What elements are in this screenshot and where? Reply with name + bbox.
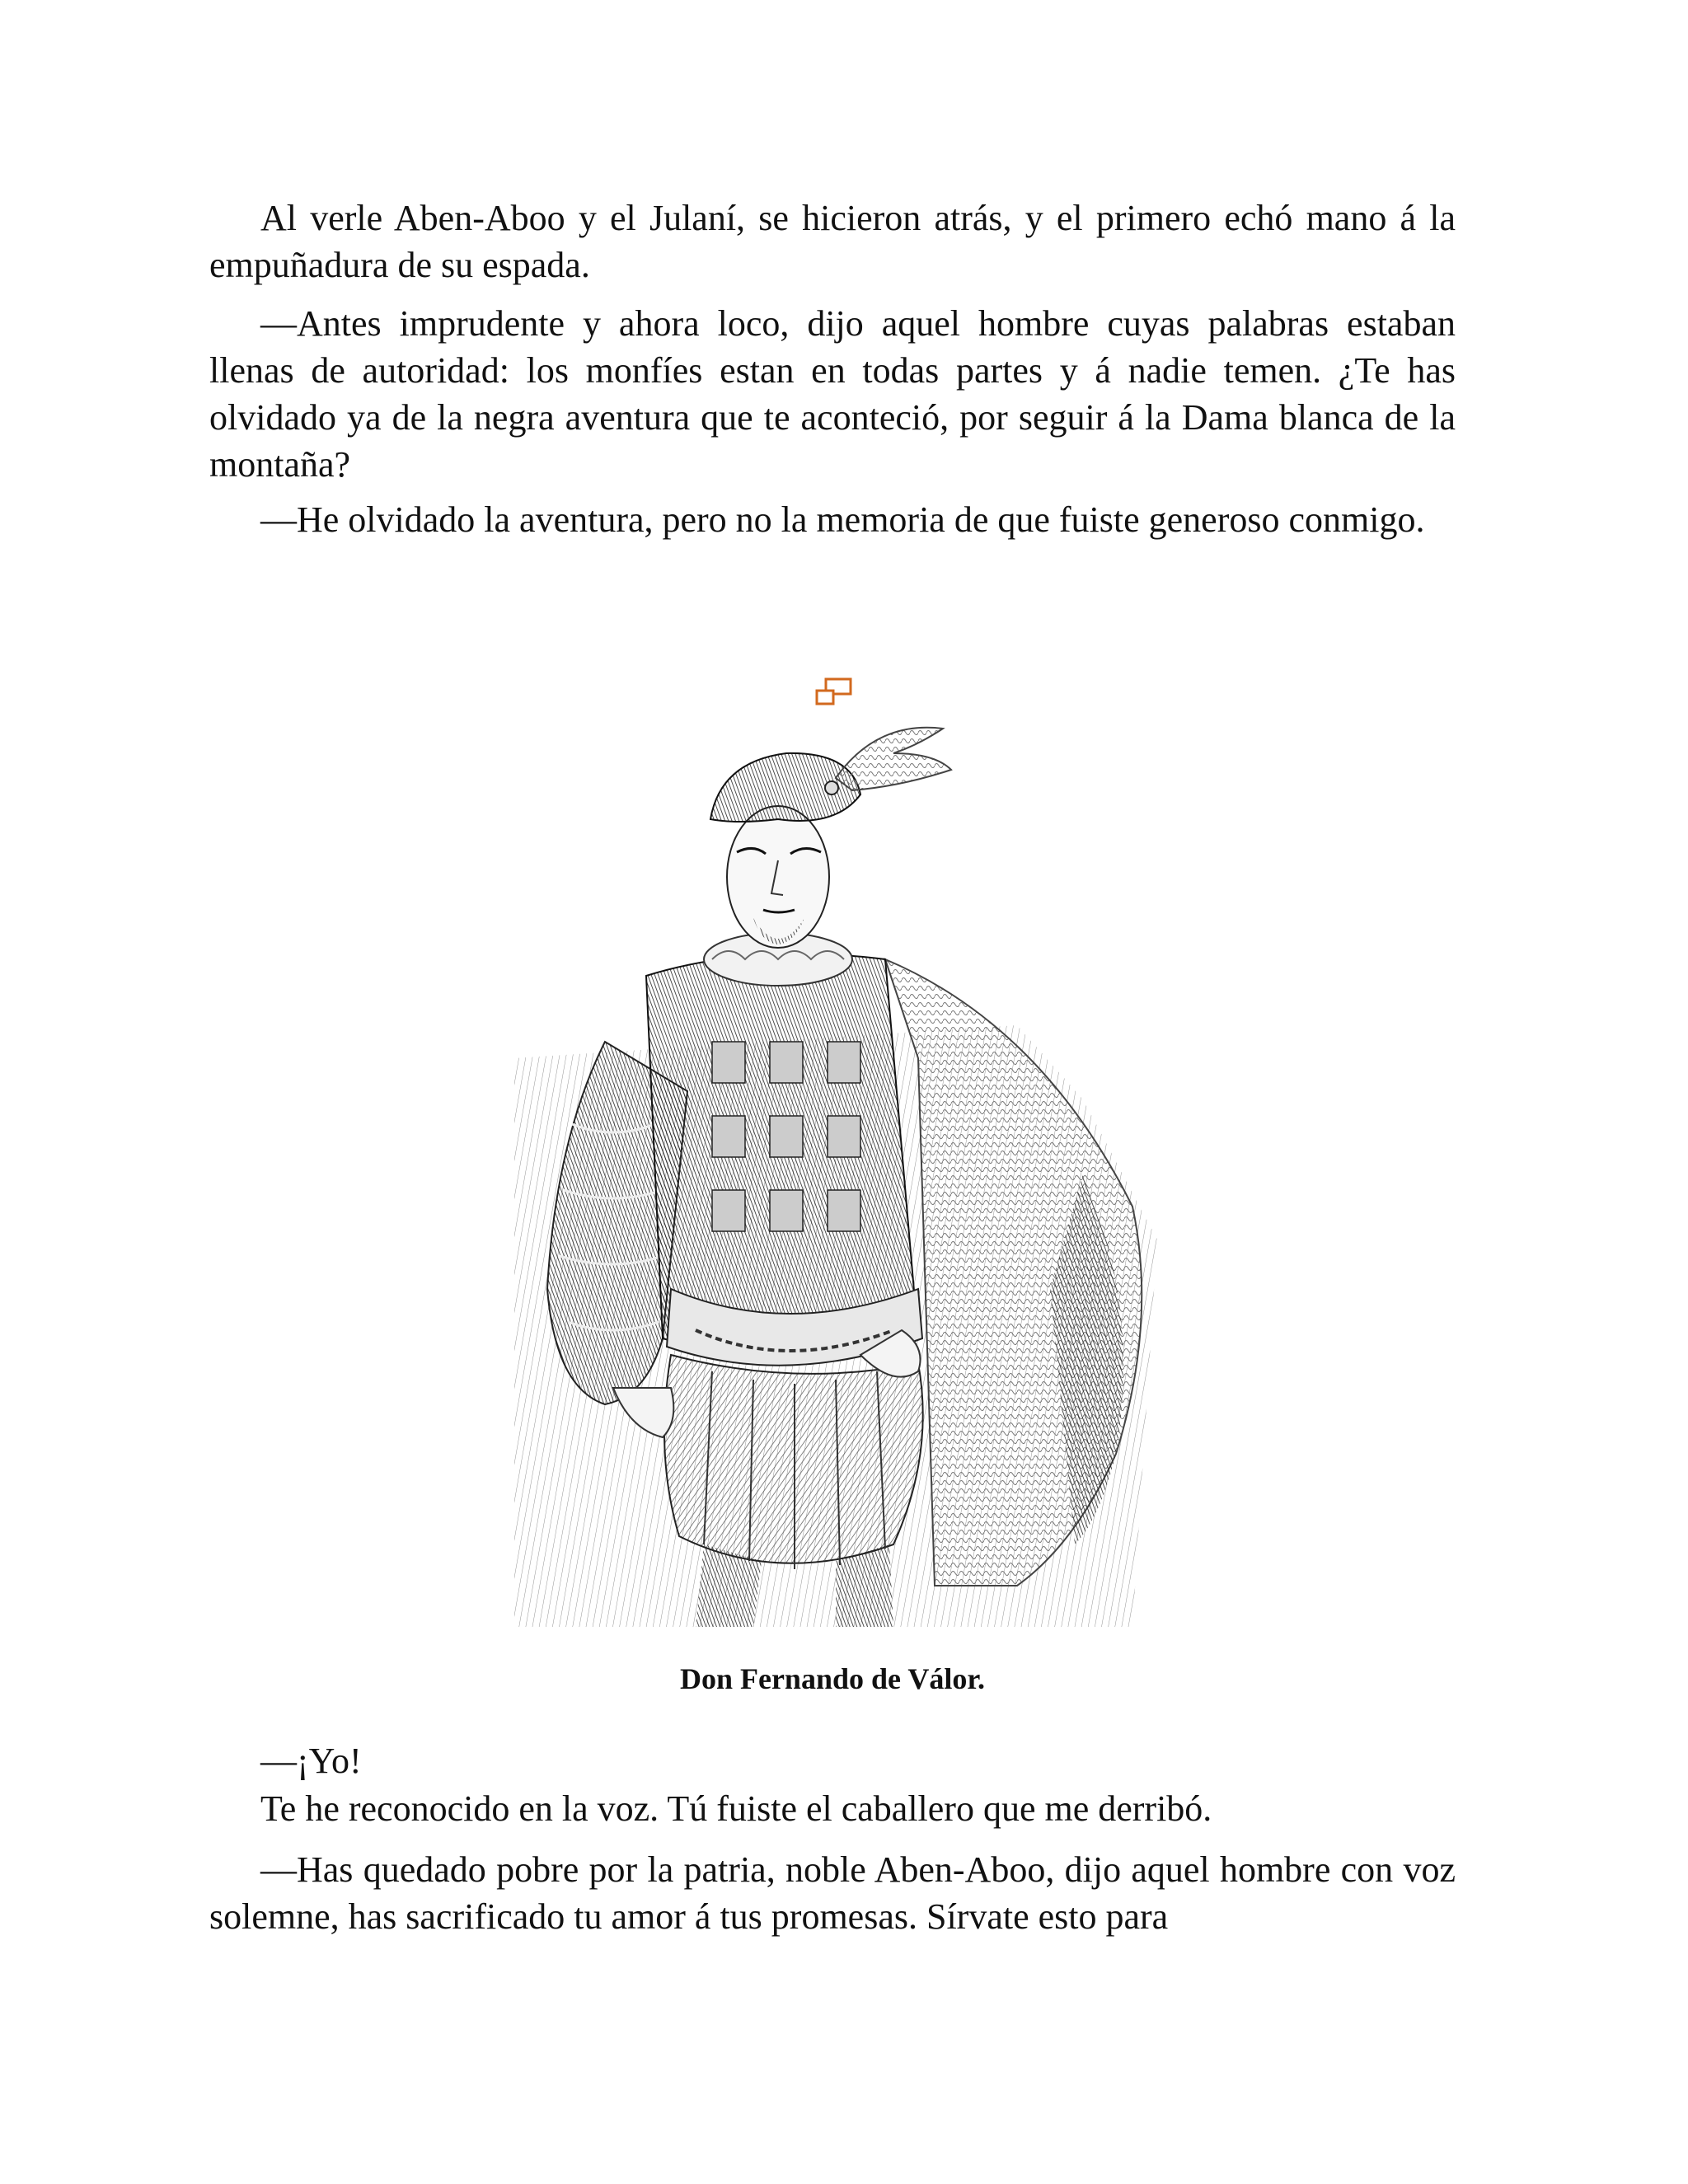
paragraph-5: Te he reconocido en la voz. Tú fuiste el caballero que me derribó. — [260, 1788, 1212, 1829]
portrait-engraving — [506, 712, 1165, 1643]
figure-caption: Don Fernando de Válor. — [679, 1662, 986, 1695]
paragraph-4: —¡Yo! — [260, 1741, 362, 1781]
paragraph-2: —Antes imprudente y ahora loco, dijo aquel hombre cuyas palabras estaban llenas de autoridad: los monfíes estan en todas partes y á nadie temen. ¿Te has olvidado ya de la negra aventura que te aconteció, por seguir á la Dama blanca de la montaña? — [209, 303, 1456, 485]
figure — [209, 676, 1456, 1706]
book-page — [209, 0, 1456, 2184]
expand-image-icon[interactable] — [814, 677, 854, 707]
paragraph-6: —Has quedado pobre por la patria, noble Aben-Aboo, dijo aquel hombre con voz solemne, has sacrificado tu amor á tus promesas. Sírvate esto para — [209, 1849, 1456, 1937]
paragraph-3: —He olvidado la aventura, pero no la memoria de que fuiste generoso conmigo. — [260, 499, 1425, 540]
paragraph-1: Al verle Aben-Aboo y el Julaní, se hicieron atrás, y el primero echó mano á la empuñadura de su espada. — [209, 198, 1456, 285]
